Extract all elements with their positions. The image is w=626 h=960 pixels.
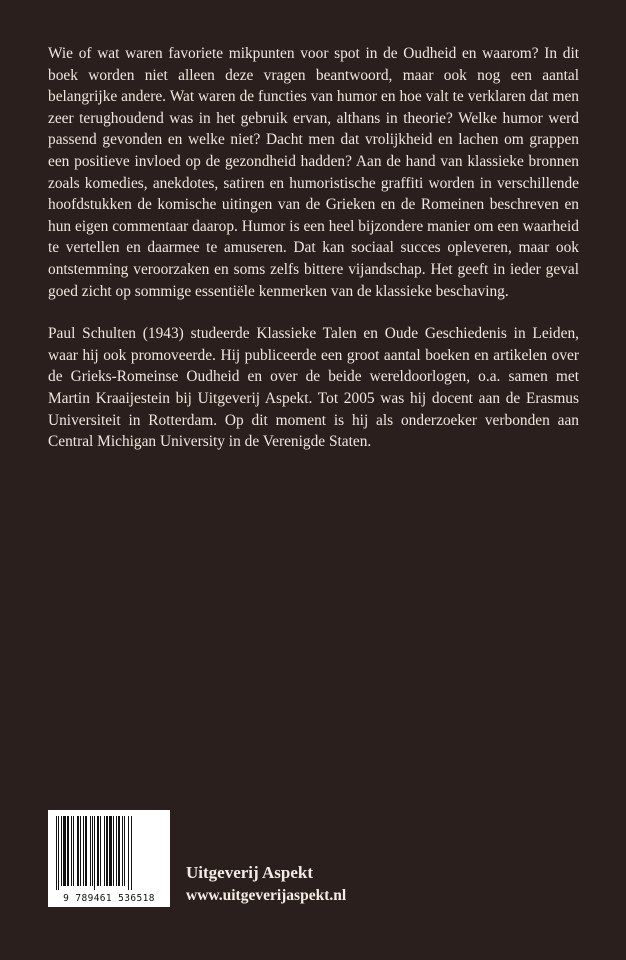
- barcode-bar: [92, 816, 93, 886]
- barcode-bar: [118, 816, 120, 886]
- isbn-barcode: [48, 810, 170, 907]
- barcode-bar: [97, 816, 99, 886]
- barcode-bar: [63, 816, 66, 886]
- publisher-website: www.uitgeverijaspekt.nl: [186, 887, 347, 904]
- blurb-paragraph-author-bio: Paul Schulten (1943) studeerde Klassieke Talen en Oude Geschiedenis in Leiden, waar hij ook promoveerde. Hij publiceerde een groot aantal boeken en artikelen over de Grieks-Romeinse Oudheid en over de beide wereldoorlogen, o.a. samen met Martin Kraaijestein bij Uitgeverij Aspekt. Tot 2005 was hij docent aan de Erasmus Universiteit in Rotterdam. Op dit moment is hij als onderzoeker verbonden aan Central Michigan University in de Verenigde Staten.: [48, 325, 579, 451]
- isbn-number: 9 789461 536518: [63, 893, 155, 904]
- barcode-bar: [122, 816, 123, 886]
- barcode-bar: [83, 816, 84, 886]
- publisher-name: Uitgeverij Aspekt: [186, 863, 314, 882]
- barcode-bar: [80, 816, 81, 886]
- barcode-bar: [90, 816, 91, 886]
- barcode-bar: [71, 816, 72, 886]
- barcode-bar: [116, 816, 117, 886]
- barcode-bar: [113, 816, 114, 886]
- blurb-text: [48, 43, 579, 453]
- barcode-bar: [94, 816, 95, 890]
- barcode-bar: [77, 816, 79, 886]
- barcode-bar: [124, 816, 125, 886]
- barcode-bar: [56, 816, 57, 890]
- barcode-bar: [58, 816, 59, 890]
- barcode-bar: [109, 816, 112, 886]
- barcode-bars: [54, 816, 164, 890]
- barcode-bar: [131, 816, 132, 890]
- barcode-bar: [85, 816, 87, 886]
- barcode-bar: [73, 816, 74, 886]
- barcode-bar: [104, 816, 105, 886]
- barcode-bar: [67, 816, 69, 886]
- barcode-bar: [100, 816, 101, 886]
- barcode-bar: [106, 816, 108, 886]
- barcode-bar: [128, 816, 129, 890]
- barcode-bar: [61, 816, 62, 886]
- blurb-paragraph-summary: Wie of wat waren favoriete mikpunten voor spot in de Oudheid en waarom? In dit boek worden niet alleen deze vragen beantwoord, maar ook nog een aantal belangrijke andere. Wat waren de functies van humor en hoe valt te verklaren dat men zeer terughoudend was in het gebruik ervan, althans in theorie? Welke humor werd passend gevonden en welke niet? Dacht men dat vrolijkheid en lachen om grappen een positieve invloed op de gezondheid hadden? Aan de hand van klassieke bronnen zoals komedies, anekdotes, satiren en humoristische graffiti worden in verschillende hoofdstukken de komische uitingen van de Grieken en de Romeinen beschreven en hun eigen commentaar daarop. Humor is een heel bijzondere manier om een waarheid te vertellen en daarmee te amuseren. Dat kan sociaal succes opleveren, maar ook ontstemming veroorzaken en soms zelfs bittere vijandschap. Het geeft in ieder geval goed zicht op sommige essentiële kenmerken van de klassieke beschaving.: [48, 45, 579, 300]
